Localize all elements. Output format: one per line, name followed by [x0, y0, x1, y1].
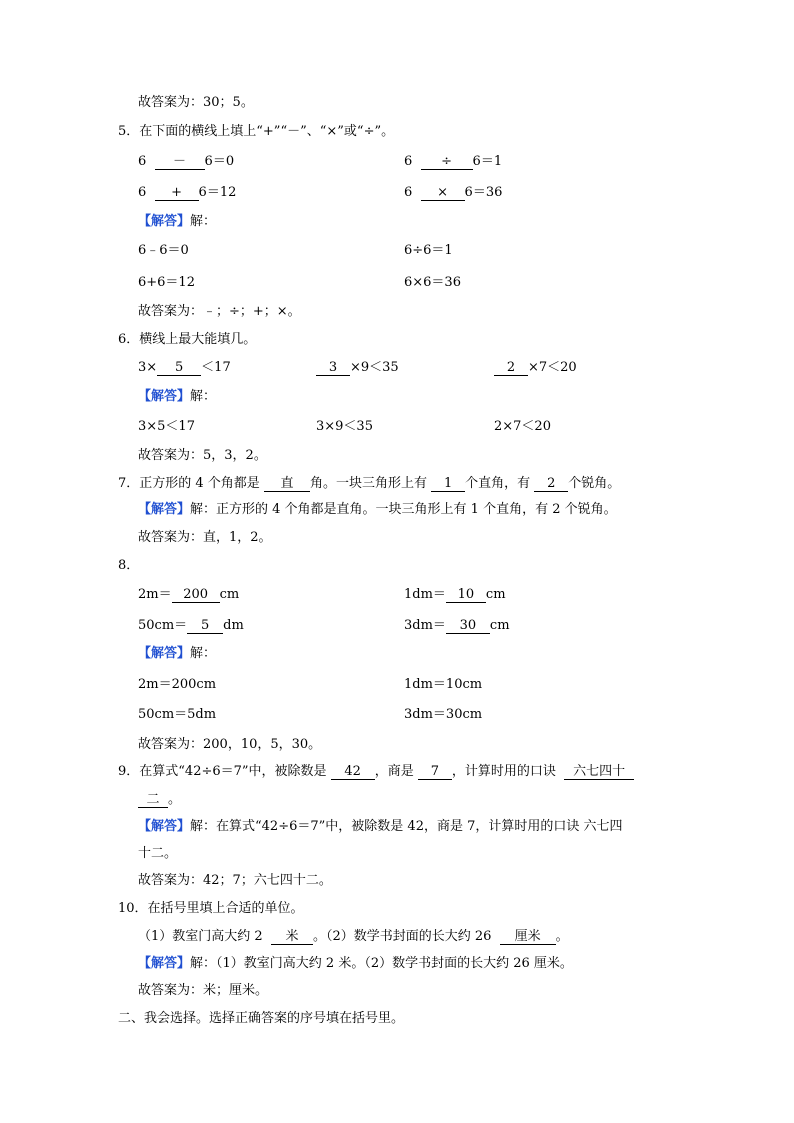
q8-number: 8．: [118, 558, 140, 573]
q10-title: 10．在括号里填上合适的单位。: [118, 901, 304, 916]
q6-solution-2: 3×9＜35: [316, 419, 373, 434]
q9-solution-line-1: 【解答】解：在算式“42÷6＝7”中，被除数是 42，商是 7，计算时用的口诀 六七四: [138, 819, 623, 834]
q8-solution-1: 2m＝200cm: [138, 677, 217, 692]
q5-title: 5．在下面的横线上填上“+”“－”、“×”或“÷”。: [118, 124, 395, 139]
q5-final-answer: 故答案为：﹣；÷；+；×。: [138, 304, 301, 319]
q8-solution-4: 3dm＝30cm: [404, 707, 483, 722]
q6-title: 6．横线上最大能填几。: [118, 332, 257, 347]
q5-answer-d: ×: [421, 186, 465, 201]
q8-answer-a: 200: [172, 588, 220, 603]
q8-answer-c: 5: [187, 619, 223, 634]
q7-answer-3: 2: [534, 477, 568, 492]
q8-solution-3: 50cm＝5dm: [138, 707, 217, 722]
q7-solution: 【解答】解：正方形的 4 个角都是直角。一块三角形上有 1 个直角，有 2 个锐角。: [138, 502, 617, 517]
q5-answer-c: +: [155, 186, 199, 201]
q8-final-answer: 故答案为：200，10，5，30。: [138, 737, 322, 752]
q6-item-b: 3 ×9＜35: [316, 359, 399, 377]
q6-final-answer: 故答案为：5，3，2。: [138, 448, 267, 463]
q6-answer-a: 5: [157, 361, 201, 376]
q9-answer-3-cont: 二: [138, 793, 168, 808]
q8-item-b: 1dm＝ 10 cm: [404, 587, 506, 602]
q10-answer-1: 米: [271, 930, 313, 945]
q9-final-answer: 故答案为：42；7；六七四十二。: [138, 873, 332, 888]
q5-solution-2: 6÷6＝1: [404, 243, 453, 258]
q10-question: （1）教室门高大约 2 米 。（2）数学书封面的长大约 26 厘米 。: [138, 929, 569, 944]
q5-solution-3: 6+6＝12: [138, 275, 195, 290]
q7-question: 7．正方形的 4 个角都是 直 角。一块三角形上有 1 个直角，有 2 个锐角。: [118, 476, 621, 491]
q8-solution-2: 1dm＝10cm: [404, 677, 483, 692]
q5-solution-4: 6×6＝36: [404, 275, 461, 290]
q5-item-a: 6 － 6＝0: [138, 154, 235, 169]
q8-item-a: 2m＝ 200 cm: [138, 587, 240, 602]
q8-item-c: 50cm＝ 5 dm: [138, 618, 244, 633]
q6-item-a: 3× 5 ＜17: [138, 360, 231, 375]
q7-answer-1: 直: [264, 477, 310, 492]
q8-answer-b: 10: [446, 588, 486, 603]
q8-item-d: 3dm＝ 30 cm: [404, 618, 510, 633]
q8-solution-label: 【解答】解：: [138, 646, 217, 661]
q9-question-line-2: 二 。: [138, 791, 181, 809]
q7-final-answer: 故答案为：直，1，2。: [138, 530, 272, 545]
section-2-title: 二、我会选择。选择正确答案的序号填在括号里。: [118, 1011, 405, 1026]
q9-solution-line-2: 十二。: [138, 846, 178, 861]
q8-answer-d: 30: [446, 619, 490, 634]
q5-solution-1: 6﹣6＝0: [138, 243, 189, 258]
q6-answer-c: 2: [494, 361, 528, 376]
q6-solution-3: 2×7＜20: [494, 419, 551, 434]
q10-final-answer: 故答案为：米；厘米。: [138, 983, 269, 998]
q6-answer-b: 3: [316, 361, 350, 376]
q4-final-answer: 故答案为：30；5。: [138, 95, 254, 110]
q10-answer-2: 厘米: [500, 930, 556, 945]
q5-answer-a: －: [155, 155, 205, 170]
q9-answer-1: 42: [331, 765, 375, 780]
q7-answer-2: 1: [431, 477, 465, 492]
q5-item-b: 6 ÷ 6＝1: [404, 154, 503, 169]
q6-item-c: 2 ×7＜20: [494, 359, 577, 377]
q9-answer-3: 六七四十: [564, 765, 634, 780]
q9-question-line-1: 9．在算式“42÷6＝7”中，被除数是 42 ，商是 7 ，计算时用的口诀 六七四十: [118, 763, 634, 781]
q9-answer-2: 7: [418, 765, 452, 780]
q6-solution-1: 3×5＜17: [138, 419, 195, 434]
q6-solution-label: 【解答】解：: [138, 389, 217, 404]
q5-solution-label: 【解答】解：: [138, 214, 217, 229]
q5-answer-b: ÷: [421, 155, 473, 170]
q5-item-d: 6 × 6＝36: [404, 185, 503, 200]
q5-item-c: 6 + 6＝12: [138, 185, 237, 200]
q10-solution: 【解答】解：（1）教室门高大约 2 米。（2）数学书封面的长大约 26 厘米。: [138, 956, 573, 971]
